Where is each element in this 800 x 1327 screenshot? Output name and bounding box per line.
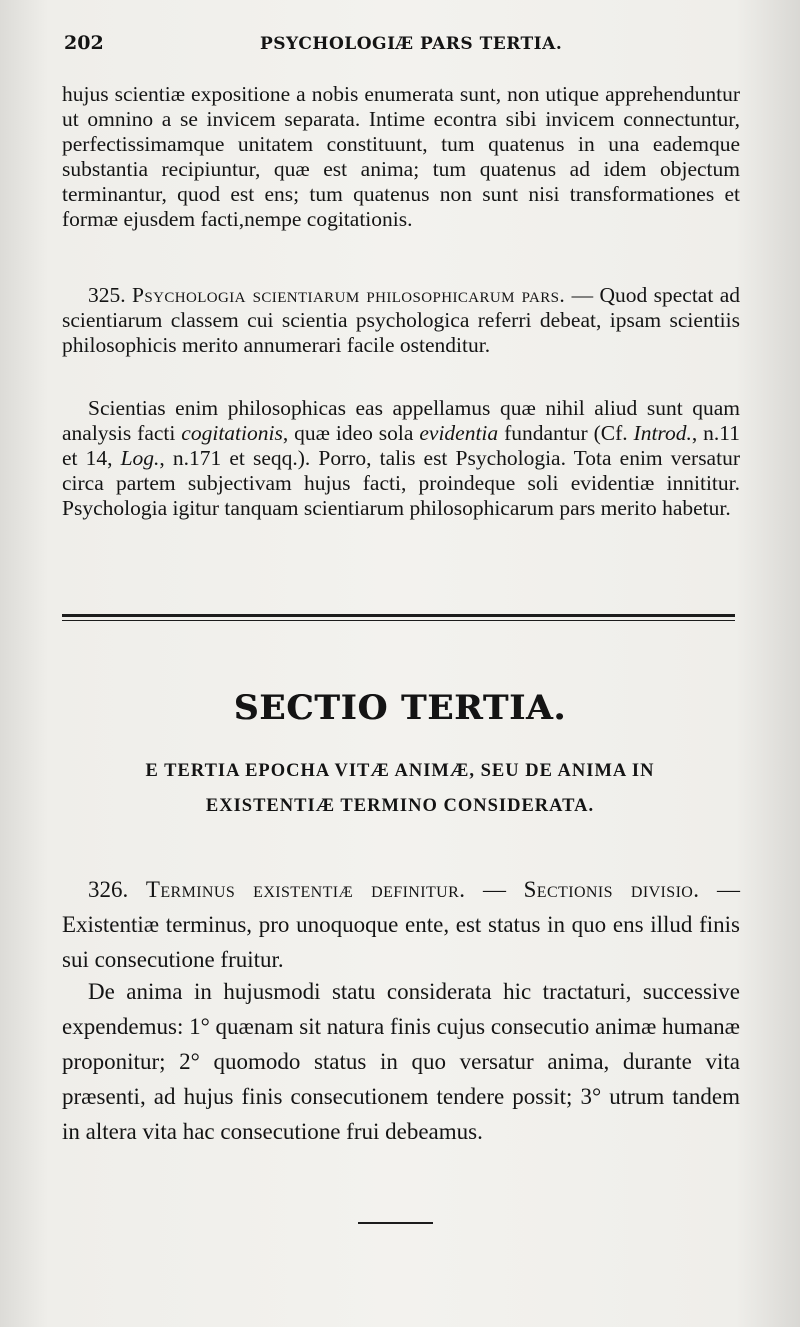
end-rule bbox=[358, 1222, 433, 1224]
page-number: 202 bbox=[64, 32, 104, 54]
article-326-heading-2: Sectionis divisio. bbox=[523, 877, 700, 902]
para3-text-3: fundantur (Cf. bbox=[498, 421, 634, 445]
page-header bbox=[64, 32, 764, 62]
article-326-dash-2: — bbox=[699, 877, 741, 902]
article-325-number: 325. bbox=[88, 283, 126, 307]
double-rule-thin bbox=[62, 620, 735, 621]
para3-italic-introd: Introd. bbox=[633, 421, 692, 445]
article-326-heading-1: Terminus existentiæ definitur. bbox=[145, 877, 466, 902]
philosophy-paragraph bbox=[62, 396, 740, 521]
closing-paragraph: De anima in hujusmodi statu considerata hic tractaturi, successive expendemus: 1° quænam sit natura finis cujus consecutio animæ humanæ proponitur; 2° quomodo status in quo versatur anima, durante vita præsenti, ad hujus finis consecutionem tendere possit; 3° utrum tandem in altera vita hac consecutione frui debeamus. bbox=[62, 979, 741, 1144]
article-325-heading: Psychologia scientiarum philosophicarum pars. bbox=[132, 283, 566, 307]
running-head: PSYCHOLOGIÆ PARS TERTIA. bbox=[260, 34, 563, 54]
para3-text-2: , quæ ideo sola bbox=[282, 421, 420, 445]
continuation-paragraph: hujus scientiæ expositione a nobis enumerata sunt, non utique apprehenduntur ut omnino a se invicem separata. Intime econtra sibi invicem connectuntur, perfectissimamque unitatem constituunt, tum quatenus in una eademque substantia recipiuntur, quæ est anima; tum quatenus ad idem objectum terminantur, quod est ens; tum quatenus non sunt nisi transformationes et formæ ejusdem facti,nempe cogitationis. bbox=[62, 82, 740, 231]
article-326 bbox=[62, 872, 740, 977]
philosophy-paragraph-block bbox=[62, 396, 740, 521]
article-325-text: Quod spectat ad scientiarum classem cui scientia psychologica referri debeat, ipsam scientiis philosophicis merito annumerari facile ostenditur. bbox=[62, 283, 741, 357]
para3-text-1: Scientias enim philosophicas eas appellamus quæ nihil aliud sunt quam analysis facti bbox=[62, 396, 740, 445]
section-subtitle-line-2: EXISTENTIÆ TERMINO CONSIDERATA. bbox=[205, 796, 595, 816]
article-326-dash-1: — bbox=[465, 877, 524, 902]
section-subtitle-line-1: E TERTIA EPOCHA VITÆ ANIMÆ, SEU DE ANIMA IN bbox=[145, 761, 655, 781]
para3-italic-evidentia: evidentia bbox=[419, 421, 499, 445]
article-325 bbox=[62, 283, 740, 358]
closing-paragraph-block bbox=[62, 974, 740, 1149]
para3-text-4: , n.11 et 14, bbox=[62, 421, 740, 470]
article-326-number: 326. bbox=[88, 877, 129, 902]
para3-text-5: , n.171 et seqq.). Porro, talis est Psychologia. Tota enim versatur circa partem subjectivam hujus facti, proindeque soli evidentiæ innititur. Psychologia igitur tanquam scientiarum philosophicarum pars merito habetur. bbox=[62, 446, 740, 520]
section-title: SECTIO TERTIA. bbox=[233, 688, 567, 728]
para3-italic-log: Log. bbox=[120, 446, 160, 470]
article-325-dash: — bbox=[565, 283, 600, 307]
article-326-text: Existentiæ terminus, pro unoquoque ente, est status in quo ens illud finis sui consecutione fruitur. bbox=[62, 912, 740, 972]
double-rule-thick bbox=[62, 614, 735, 617]
article-326-paragraph bbox=[62, 872, 740, 977]
continuation-paragraph-block bbox=[62, 82, 740, 232]
para3-italic-cogitationis: cogitationis bbox=[181, 421, 283, 445]
article-325-paragraph bbox=[62, 283, 740, 358]
